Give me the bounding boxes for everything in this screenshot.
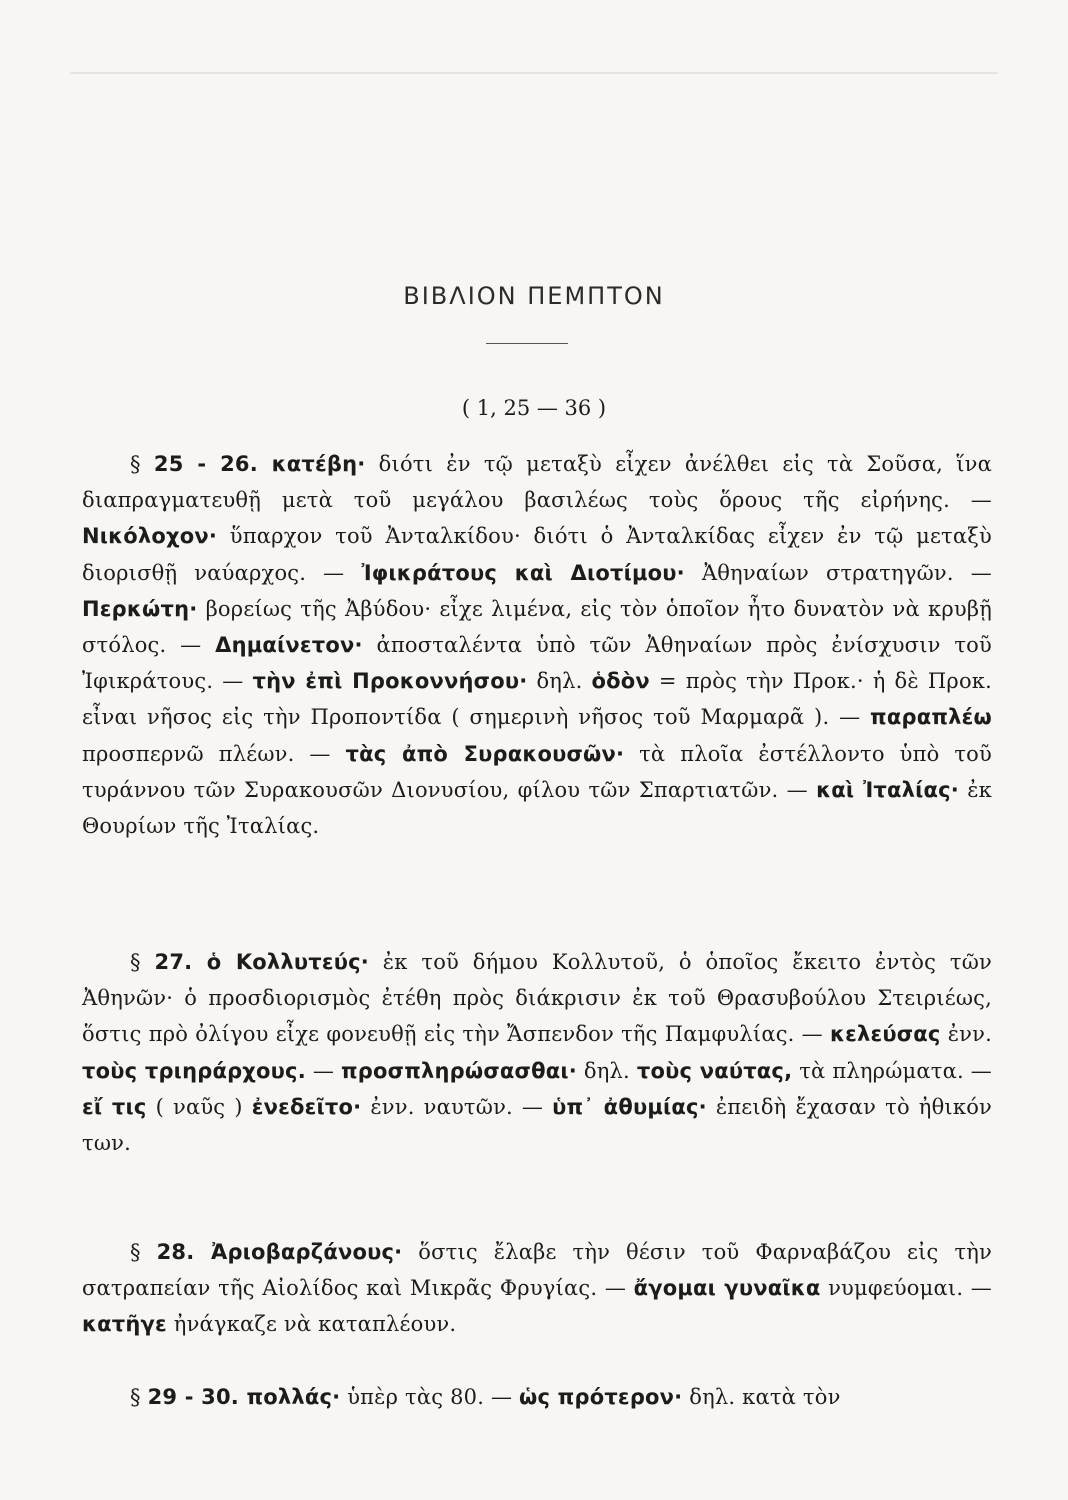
gloss-text: προσπερνῶ πλέων. — (82, 741, 346, 766)
lemma: κελεύσας (829, 1022, 941, 1047)
gloss-text: § (130, 1240, 157, 1264)
gloss-text: ὅστις ἔλαβε τὴν θέσιν τοῦ Φαρναβάζου εἰς τὴν σατραπείαν τῆς Αἰολίδος καὶ Μικρᾶς Φρυγίας. — (82, 1240, 993, 1301)
lemma: Νικόλοχον· (82, 524, 218, 549)
gloss-text: ἐνν. (940, 1022, 992, 1047)
paragraph-text (82, 1234, 992, 1343)
lemma: Ἰφικράτους καὶ Διοτίμου· (361, 560, 685, 585)
gloss-text: § (130, 452, 154, 476)
commentary-paragraph-28 (82, 1234, 992, 1343)
chapter-range: ( 1, 25 — 36 ) (461, 396, 607, 420)
lemma: καὶ Ἰταλίας· (816, 777, 959, 802)
gloss-text: Ἀθηναίων στρατηγῶν. — (684, 560, 992, 585)
lemma: τὰς ἀπὸ Συρακουσῶν· (345, 741, 625, 766)
lemma: 25 - 26. κατέβη· (153, 452, 366, 476)
gloss-text: βορείως τῆς Ἀβύδου· εἶχε λιμένα, εἰς τὸν ὁποῖον ἦτο δυνατὸν νὰ κρυβῇ στόλος. — (82, 596, 992, 658)
lemma: Περκώτη· (82, 596, 198, 621)
lemma: 28. Ἀριοβαρζάνους· (156, 1240, 403, 1264)
gloss-text: ἠνάγκαζε νὰ καταπλέουν. (166, 1312, 457, 1337)
lemma: ὑπ᾽ ἀθυμίας· (552, 1094, 707, 1119)
lemma: ὡς πρότερον· (519, 1385, 683, 1409)
lemma: Δημαίνετον· (215, 633, 363, 658)
gloss-text: ἐκ τοῦ δήμου Κολλυτοῦ, ὁ ὁποῖος ἔκειτο ἐντὸς τῶν Ἀθηνῶν· ὁ προσδιορισμὸς ἐτέθη πρὸς διάκρισιν ἐκ τοῦ Θρασυβούλου Στειριέως, ὅστις πρὸ ὀλίγου εἶχε φονευθῇ εἰς τὴν Ἄσπενδον τῆς Παμφυλίας. — (82, 950, 993, 1047)
gloss-text: ἀποσταλέντα ὑπὸ τῶν Ἀθηναίων πρὸς ἐνίσχυσιν τοῦ Ἰφικράτους. — (82, 633, 992, 694)
commentary-paragraph-25-26 (82, 446, 992, 844)
gloss-text: ( ναῦς ) (146, 1094, 252, 1119)
paragraph-text (82, 446, 992, 844)
commentary-paragraph-29-30 (82, 1379, 992, 1415)
lemma: προσπληρώσασθαι· (341, 1058, 577, 1083)
gloss-text: — (305, 1058, 341, 1083)
lemma: τοὺς τριηράρχους. (82, 1058, 306, 1083)
gloss-text: = πρὸς τὴν Προκ.· ἡ δὲ Προκ. εἶναι νῆσος εἰς τὴν Προποντίδα ( σημερινὴ νῆσος τοῦ Μαρμαρᾶ ). — (82, 669, 992, 730)
lemma: ἄγομαι γυναῖκα (633, 1276, 821, 1301)
gloss-text: διότι ἐν τῷ μεταξὺ εἶχεν ἀνέλθει εἰς τὰ Σοῦσα, ἵνα διαπραγματευθῇ μετὰ τοῦ μεγάλου βασιλέως τοὺς ὅρους τῆς εἰρήνης. — (82, 452, 992, 513)
lemma: 27. ὁ Κολλυτεύς· (154, 950, 369, 974)
gloss-text: ἐνν. ναυτῶν. — (361, 1094, 553, 1119)
gloss-text: § (130, 1385, 148, 1409)
gloss-text: νυμφεύομαι. — (820, 1276, 993, 1301)
gloss-text: ἐκ Θουρίων τῆς Ἰταλίας. (82, 777, 993, 839)
paragraph-text (82, 1379, 992, 1415)
lemma: εἴ τις (82, 1094, 147, 1119)
gloss-text: § (130, 950, 155, 974)
bleed-through-rule (70, 72, 998, 74)
paragraph-text (82, 944, 992, 1161)
gloss-text: ἐπειδὴ ἔχασαν τὸ ἠθικόν των. (82, 1094, 993, 1156)
lemma: τὴν ἐπὶ Προκοννήσου· (252, 669, 528, 694)
gloss-text: ὑπὲρ τὰς 80. — (340, 1385, 520, 1409)
title-divider (486, 343, 568, 344)
gloss-text: τὰ πληρώματα. — (792, 1058, 992, 1083)
lemma: ἐνεδεῖτο· (251, 1094, 362, 1119)
gloss-text: δηλ. (576, 1058, 637, 1083)
gloss-text: δηλ. (527, 669, 592, 694)
book-title: ΒΙΒΛΙΟΝ ΠΕΜΠΤΟΝ (403, 282, 665, 310)
lemma: 29 - 30. πολλάς· (147, 1385, 341, 1409)
lemma: παραπλέω (870, 705, 992, 730)
gloss-text: ὕπαρχον τοῦ Ἀνταλκίδου· διότι ὁ Ἀνταλκίδας εἶχεν ἐν τῷ μεταξὺ διορισθῇ ναύαρχος. — (82, 524, 992, 585)
gloss-text: τὰ πλοῖα ἐστέλλοντο ὑπὸ τοῦ τυράννου τῶν Συρακουσῶν Διονυσίου, φίλου τῶν Σπαρτιατῶν. — (82, 741, 992, 802)
commentary-paragraph-27 (82, 944, 992, 1161)
lemma: τοὺς ναύτας, (636, 1058, 793, 1083)
gloss-text: δηλ. κατὰ τὸν (682, 1385, 841, 1409)
lemma: κατῆγε (82, 1312, 167, 1337)
lemma: ὁδὸν (591, 669, 650, 694)
